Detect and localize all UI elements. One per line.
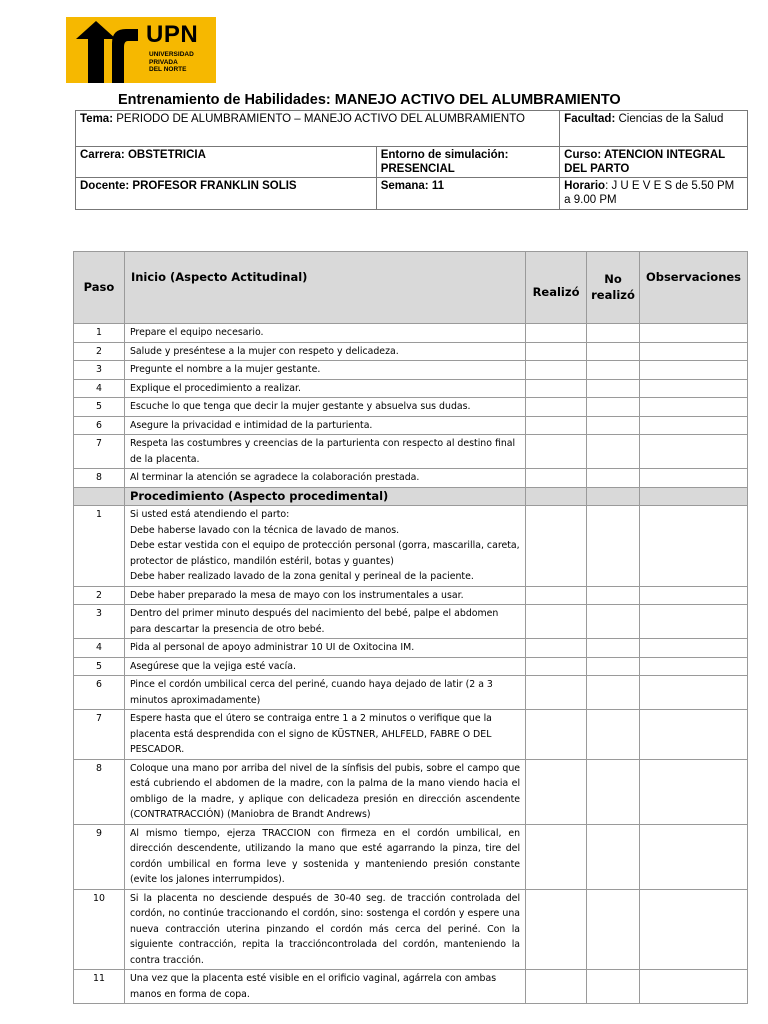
step-text-line: Debe haberse lavado con la técnica de lavado de manos. bbox=[129, 524, 400, 536]
step-number: 5 bbox=[74, 398, 125, 417]
observaciones-cell[interactable] bbox=[639, 657, 747, 676]
observaciones-cell[interactable] bbox=[639, 639, 747, 658]
observaciones-cell[interactable] bbox=[639, 970, 747, 1004]
step-text: Pince el cordón umbilical cerca del periné, cuando haya dejado de latir (2 a 3 minutos aproximadamente) bbox=[124, 676, 525, 710]
header-no-realizo: No realizó bbox=[587, 252, 640, 324]
upn-logo bbox=[66, 17, 216, 83]
observaciones-cell[interactable] bbox=[639, 710, 747, 760]
no-realizo-cell[interactable] bbox=[587, 398, 640, 417]
table-row bbox=[74, 469, 748, 488]
no-realizo-cell[interactable] bbox=[587, 639, 640, 658]
step-text: Pida al personal de apoyo administrar 10 UI de Oxitocina IM. bbox=[124, 639, 525, 658]
realizo-cell[interactable] bbox=[526, 361, 587, 380]
step-text: Al mismo tiempo, ejerza TRACCION con firmeza en el cordón umbilical, en dirección descendente, utilizando la mano que esté agarrando la pinza, tire del cordón umbilical en forma leve y sostenida y manteniendo presión constante (evite los jalones interrumpidos). bbox=[124, 824, 525, 889]
curso-value: ATENCION INTEGRAL DEL PARTO bbox=[564, 149, 725, 175]
table-row bbox=[74, 586, 748, 605]
observaciones-cell[interactable] bbox=[639, 889, 747, 970]
no-realizo-cell[interactable] bbox=[587, 342, 640, 361]
step-number: 8 bbox=[74, 759, 125, 824]
observaciones-cell[interactable] bbox=[639, 506, 747, 587]
realizo-cell[interactable] bbox=[526, 605, 587, 639]
observaciones-cell[interactable] bbox=[639, 435, 747, 469]
step-text: Una vez que la placenta esté visible en el orificio vaginal, agárrela con ambas manos en forma de copa. bbox=[124, 970, 525, 1004]
step-text: Espere hasta que el útero se contraiga entre 1 a 2 minutos o verifique que la placenta está desprendida con el signo de KÜSTNER, AHLFELD, FABRE O DEL PESCADOR. bbox=[124, 710, 525, 760]
logo-brand: UPN bbox=[146, 21, 199, 48]
inicio-section bbox=[74, 324, 748, 488]
step-text: Al terminar la atención se agradece la colaboración prestada. bbox=[124, 469, 525, 488]
observaciones-cell[interactable] bbox=[639, 469, 747, 488]
table-row bbox=[74, 676, 748, 710]
realizo-cell[interactable] bbox=[526, 639, 587, 658]
step-number: 3 bbox=[74, 605, 125, 639]
section-empty-cell bbox=[526, 487, 587, 506]
step-text: Pregunte el nombre a la mujer gestante. bbox=[124, 361, 525, 380]
observaciones-cell[interactable] bbox=[639, 416, 747, 435]
header-inicio: Inicio (Aspecto Actitudinal) bbox=[124, 252, 525, 324]
facultad-cell bbox=[560, 111, 748, 147]
realizo-cell[interactable] bbox=[526, 379, 587, 398]
step-number: 4 bbox=[74, 639, 125, 658]
no-realizo-cell[interactable] bbox=[587, 506, 640, 587]
section-empty-cell bbox=[639, 487, 747, 506]
curso-cell bbox=[560, 147, 748, 178]
header-observaciones: Observaciones bbox=[639, 252, 747, 324]
step-text-line: Si usted está atendiendo el parto: bbox=[129, 509, 290, 520]
entorno-cell bbox=[376, 147, 559, 178]
table-row bbox=[74, 398, 748, 417]
table-row bbox=[74, 379, 748, 398]
realizo-cell[interactable] bbox=[526, 759, 587, 824]
no-realizo-cell[interactable] bbox=[587, 586, 640, 605]
semana-value: 11 bbox=[431, 180, 445, 192]
table-row bbox=[74, 324, 748, 343]
no-realizo-cell[interactable] bbox=[587, 889, 640, 970]
semana-label: Semana: bbox=[380, 180, 429, 192]
realizo-cell[interactable] bbox=[526, 710, 587, 760]
no-realizo-cell[interactable] bbox=[587, 676, 640, 710]
table-row bbox=[74, 361, 748, 380]
table-row bbox=[74, 657, 748, 676]
step-number: 10 bbox=[74, 889, 125, 970]
table-row bbox=[74, 435, 748, 469]
step-text: Escuche lo que tenga que decir la mujer gestante y absuelva sus dudas. bbox=[124, 398, 525, 417]
step-text-line: Debe haber realizado lavado de la zona genital y perineal de la paciente. bbox=[129, 571, 474, 582]
procedimiento-section bbox=[74, 506, 748, 1004]
step-text: Respeta las costumbres y creencias de la parturienta con respecto al destino final de la placenta. bbox=[124, 435, 525, 469]
docente-label: Docente: bbox=[80, 180, 130, 192]
entorno-label: Entorno de simulación: bbox=[380, 149, 509, 161]
tema-value: PERIODO DE ALUMBRAMIENTO – MANEJO ACTIVO DEL ALUMBRAMIENTO bbox=[116, 113, 525, 125]
course-info-table bbox=[75, 110, 748, 210]
entorno-value: PRESENCIAL bbox=[380, 163, 455, 175]
observaciones-cell[interactable] bbox=[639, 824, 747, 889]
logo-subtitle-line: PRIVADA bbox=[149, 58, 178, 66]
observaciones-cell[interactable] bbox=[639, 586, 747, 605]
docente-cell bbox=[76, 178, 377, 210]
step-number: 7 bbox=[74, 710, 125, 760]
docente-value: PROFESOR FRANKLIN SOLIS bbox=[132, 180, 297, 192]
realizo-cell[interactable] bbox=[526, 469, 587, 488]
realizo-cell[interactable] bbox=[526, 889, 587, 970]
table-row bbox=[74, 416, 748, 435]
step-number: 9 bbox=[74, 824, 125, 889]
table-row bbox=[74, 639, 748, 658]
carrera-label: Carrera: bbox=[80, 149, 125, 161]
step-text: Asegúrese que la vejiga esté vacía. bbox=[124, 657, 525, 676]
logo-subtitle bbox=[149, 51, 194, 74]
step-text: Prepare el equipo necesario. bbox=[124, 324, 525, 343]
no-realizo-cell[interactable] bbox=[587, 324, 640, 343]
curso-label: Curso: bbox=[564, 149, 602, 161]
observaciones-cell[interactable] bbox=[639, 759, 747, 824]
no-realizo-cell[interactable] bbox=[587, 379, 640, 398]
observaciones-cell[interactable] bbox=[639, 379, 747, 398]
step-number: 4 bbox=[74, 379, 125, 398]
procedimiento-title: Procedimiento (Aspecto procedimental) bbox=[124, 487, 525, 506]
section-empty-cell bbox=[587, 487, 640, 506]
table-row bbox=[74, 710, 748, 760]
table-row bbox=[74, 970, 748, 1004]
horario-value: : J U E V E S de 5.50 PM a 9.00 PM bbox=[564, 180, 735, 206]
facultad-label: Facultad: bbox=[564, 113, 616, 125]
table-row bbox=[74, 605, 748, 639]
no-realizo-cell[interactable] bbox=[587, 710, 640, 760]
header-paso: Paso bbox=[74, 252, 125, 324]
table-row bbox=[74, 824, 748, 889]
table-row bbox=[74, 889, 748, 970]
no-realizo-cell[interactable] bbox=[587, 970, 640, 1004]
realizo-cell[interactable] bbox=[526, 586, 587, 605]
table-row bbox=[74, 342, 748, 361]
no-realizo-cell[interactable] bbox=[587, 824, 640, 889]
observaciones-cell[interactable] bbox=[639, 676, 747, 710]
step-number: 2 bbox=[74, 342, 125, 361]
step-number: 5 bbox=[74, 657, 125, 676]
realizo-cell[interactable] bbox=[526, 324, 587, 343]
step-number: 1 bbox=[74, 506, 125, 587]
horario-label: Horario bbox=[564, 180, 606, 192]
realizo-cell[interactable] bbox=[526, 435, 587, 469]
no-realizo-cell[interactable] bbox=[587, 361, 640, 380]
no-realizo-cell[interactable] bbox=[587, 657, 640, 676]
observaciones-cell[interactable] bbox=[639, 605, 747, 639]
no-realizo-cell[interactable] bbox=[587, 605, 640, 639]
horario-cell bbox=[560, 178, 748, 210]
header-realizo: Realizó bbox=[526, 252, 587, 324]
observaciones-cell[interactable] bbox=[639, 398, 747, 417]
step-text: Salude y preséntese a la mujer con respeto y delicadeza. bbox=[124, 342, 525, 361]
realizo-cell[interactable] bbox=[526, 676, 587, 710]
no-realizo-cell[interactable] bbox=[587, 435, 640, 469]
no-realizo-cell[interactable] bbox=[587, 416, 640, 435]
logo-subtitle-line: DEL NORTE bbox=[149, 66, 187, 73]
step-text: Explique el procedimiento a realizar. bbox=[124, 379, 525, 398]
table-row bbox=[74, 759, 748, 824]
observaciones-cell[interactable] bbox=[639, 324, 747, 343]
realizo-cell[interactable] bbox=[526, 506, 587, 587]
step-number: 3 bbox=[74, 361, 125, 380]
tema-cell bbox=[76, 111, 560, 147]
step-number: 1 bbox=[74, 324, 125, 343]
step-text: Coloque una mano por arriba del nivel de la sínfisis del pubis, sobre el campo que está cubriendo el abdomen de la madre, con la palma de la mano viendo hacia el ombligo de la madre, y aplique con delicadeza presión en dirección ascendente (CONTRATRACCIÓN) (Maniobra de Brandt Andrews) bbox=[124, 759, 525, 824]
procedimiento-header bbox=[74, 487, 748, 506]
step-text: Debe haber preparado la mesa de mayo con los instrumentales a usar. bbox=[124, 586, 525, 605]
step-text: Si la placenta no desciende después de 30-40 seg. de tracción controlada del cordón, no continúe traccionando el cordón, sino: sostenga el cordón y espere una nueva contracción uterina pinzando el cordón más cerca del periné. Con la siguiente contracción, repita la traccióncontrolada del cordón, manteniendo la contra tracción. bbox=[124, 889, 525, 970]
carrera-value: OBSTETRICIA bbox=[127, 149, 206, 161]
step-number: 8 bbox=[74, 469, 125, 488]
step-number: 6 bbox=[74, 676, 125, 710]
observaciones-cell[interactable] bbox=[639, 342, 747, 361]
realizo-cell[interactable] bbox=[526, 657, 587, 676]
carrera-cell bbox=[76, 147, 377, 178]
semana-cell bbox=[376, 178, 559, 210]
table-row bbox=[74, 506, 748, 587]
step-text-line: Debe estar vestida con el equipo de protección personal (gorra, mascarilla, careta, protector de plástico, mandilón estéril, botas y guantes) bbox=[129, 540, 520, 567]
checklist-table bbox=[73, 251, 748, 1004]
step-number: 7 bbox=[74, 435, 125, 469]
realizo-cell[interactable] bbox=[526, 342, 587, 361]
realizo-cell[interactable] bbox=[526, 398, 587, 417]
checklist-header-row bbox=[74, 252, 748, 324]
logo-subtitle-line: UNIVERSIDAD bbox=[149, 51, 194, 58]
upn-arrow-icon bbox=[66, 17, 146, 83]
observaciones-cell[interactable] bbox=[639, 361, 747, 380]
step-number: 11 bbox=[74, 970, 125, 1004]
realizo-cell[interactable] bbox=[526, 416, 587, 435]
step-text bbox=[124, 506, 525, 587]
realizo-cell[interactable] bbox=[526, 824, 587, 889]
no-realizo-cell[interactable] bbox=[587, 469, 640, 488]
step-number: 6 bbox=[74, 416, 125, 435]
no-realizo-cell[interactable] bbox=[587, 759, 640, 824]
tema-label: Tema: bbox=[80, 113, 114, 125]
section-row bbox=[74, 487, 748, 506]
section-num-cell bbox=[74, 487, 125, 506]
document-title: Entrenamiento de Habilidades: MANEJO ACTIVO DEL ALUMBRAMIENTO bbox=[118, 92, 621, 108]
realizo-cell[interactable] bbox=[526, 970, 587, 1004]
facultad-value: Ciencias de la Salud bbox=[618, 113, 724, 125]
step-text: Asegure la privacidad e intimidad de la parturienta. bbox=[124, 416, 525, 435]
step-text: Dentro del primer minuto después del nacimiento del bebé, palpe el abdomen para descartar la presencia de otro bebé. bbox=[124, 605, 525, 639]
step-number: 2 bbox=[74, 586, 125, 605]
